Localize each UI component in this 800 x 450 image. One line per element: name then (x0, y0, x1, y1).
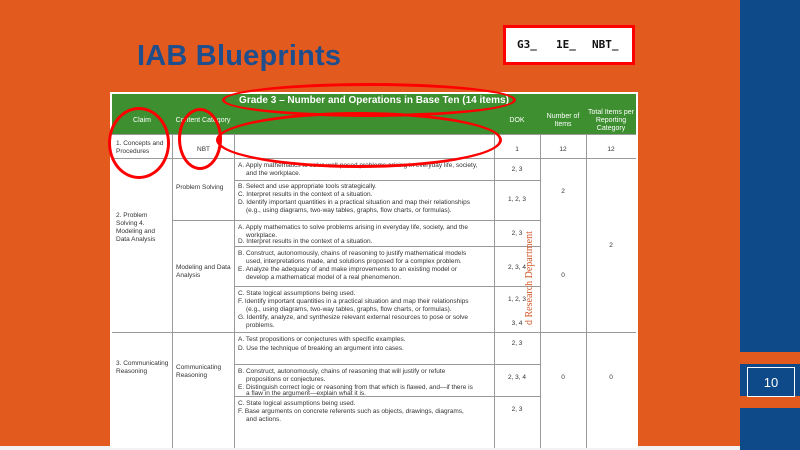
target-line: (e.g., using diagrams, two-way tables, graphs, flow charts, or formulas). (246, 207, 452, 214)
category-nbt: NBT (197, 146, 210, 153)
dok-value: 2, 3 (511, 340, 523, 347)
target-line: G. Identify, analyze, and synthesize relevant external resources to pose or solve (238, 314, 469, 321)
row1-dok: 1 (515, 146, 519, 153)
grid-line (172, 134, 173, 448)
accent-separator (740, 352, 800, 364)
dok-value: 1, 2, 3 (507, 196, 527, 203)
page-number: 10 (747, 367, 795, 397)
code-box (503, 25, 635, 65)
dok-value: 2, 3 (511, 166, 523, 173)
items-value: 2 (561, 188, 565, 195)
items-value: 0 (561, 374, 565, 381)
grid-line (234, 246, 540, 247)
dok-value: 2, 3, 4 (507, 374, 527, 381)
grid-line (540, 134, 541, 448)
claim-code: 1E_ (556, 38, 576, 51)
target-line: B. Construct, autonomously, chains of reasoning to justify mathematical models (238, 250, 467, 257)
header-dok: DOK (509, 117, 525, 124)
total-value: 0 (609, 374, 613, 381)
grid-line (112, 332, 636, 333)
grid-line (234, 180, 540, 181)
dok-value: 2, 3, 4 (507, 264, 527, 271)
target-line: D. Interpret results in the context of a situation. (238, 238, 373, 245)
accent-separator (740, 396, 800, 408)
target-line: (e.g., using diagrams, two-way tables, graphs, flow charts, or formulas). (246, 306, 452, 313)
target-line: a flaw in the argument—explain what it is. (246, 390, 366, 397)
grid-line (494, 134, 495, 448)
header-claim: Claim (133, 117, 151, 124)
target-line: B. Select and use appropriate tools strategically. (238, 183, 377, 190)
target-line: and the workplace. (246, 170, 301, 177)
category-modeling: Modeling and Data Analysis (176, 264, 231, 279)
claim-3-label: 3. Communicating Reasoning (116, 360, 169, 375)
items-value: 0 (561, 272, 565, 279)
target-line: A. Apply mathematics to solve problems arising in everyday life, society, and the (238, 224, 469, 231)
target-line: C. State logical assumptions being used. (238, 290, 356, 297)
target-line: workplace. (246, 232, 278, 239)
target-line: B. Construct, autonomously, chains of reasoning that will justify or refute (238, 368, 446, 375)
target-line: propositions or conjectures. (246, 376, 326, 383)
category-communicating: Communicating Reasoning (176, 364, 222, 379)
slide-title: IAB Blueprints (137, 40, 342, 72)
target-line: and actions. (246, 416, 282, 423)
claim-1-label: 1. Concepts and Procedures (116, 140, 164, 155)
target-line: problems. (246, 322, 275, 329)
target-line: F. Identify important quantities in a practical situation and map their relationships (238, 298, 469, 305)
target-line: E. Analyze the adequacy of and make improvements to an existing model or (238, 266, 457, 273)
header-content-category: Content Category (175, 117, 231, 124)
grid-line (234, 286, 540, 287)
dok-value: 1, 2, 3 (507, 296, 527, 303)
row1-items: 12 (559, 146, 567, 153)
target-line: develop a mathematical model of a real phenomenon. (246, 274, 402, 281)
target-line: F. Base arguments on concrete referents such as objects, drawings, diagrams, (238, 408, 464, 415)
total-value: 2 (609, 242, 613, 249)
highlight-ellipse (108, 107, 170, 179)
header-number-of-items: Number of Items (546, 113, 580, 128)
grade-code: G3_ (517, 38, 537, 51)
grid-line (586, 134, 587, 448)
claim-2-label: 2. Problem Solving 4. Modeling and Data Analysis (116, 212, 156, 243)
header-total-items: Total Items per Reporting Category (588, 109, 634, 132)
target-line: used, interpretations made, and solutions proposed for a complex problem. (246, 258, 462, 265)
dok-value: 2, 3 (511, 230, 523, 237)
table-title: Grade 3 – Number and Operations in Base Ten (14 items) (112, 94, 636, 108)
dok-value: 2, 3 (511, 406, 523, 413)
domain-code: NBT_ (592, 38, 619, 51)
target-line: D. Use the technique of breaking an argument into cases. (238, 345, 404, 352)
grid-line (234, 364, 540, 365)
highlight-ellipse (216, 112, 502, 168)
target-line: A. Apply mathematics to solve well-posed problems arising in everyday life, society, (238, 162, 478, 169)
grid-line (234, 134, 235, 448)
target-line: A. Test propositions or conjectures with specific examples. (238, 336, 406, 343)
target-line: C. Interpret results in the context of a situation. (238, 191, 373, 198)
target-line: E. Distinguish correct logic or reasoning from that which is flawed, and—if there is (238, 384, 473, 391)
dok-value: 3, 4 (511, 320, 523, 327)
target-line: D. Identify important quantities in a practical situation and map their relationships (238, 199, 470, 206)
side-caption: d Research Department (524, 231, 535, 325)
row1-total: 12 (607, 146, 615, 153)
target-line: C. State logical assumptions being used. (238, 400, 356, 407)
grid-line (173, 220, 540, 221)
category-problem-solving: Problem Solving (176, 184, 224, 191)
